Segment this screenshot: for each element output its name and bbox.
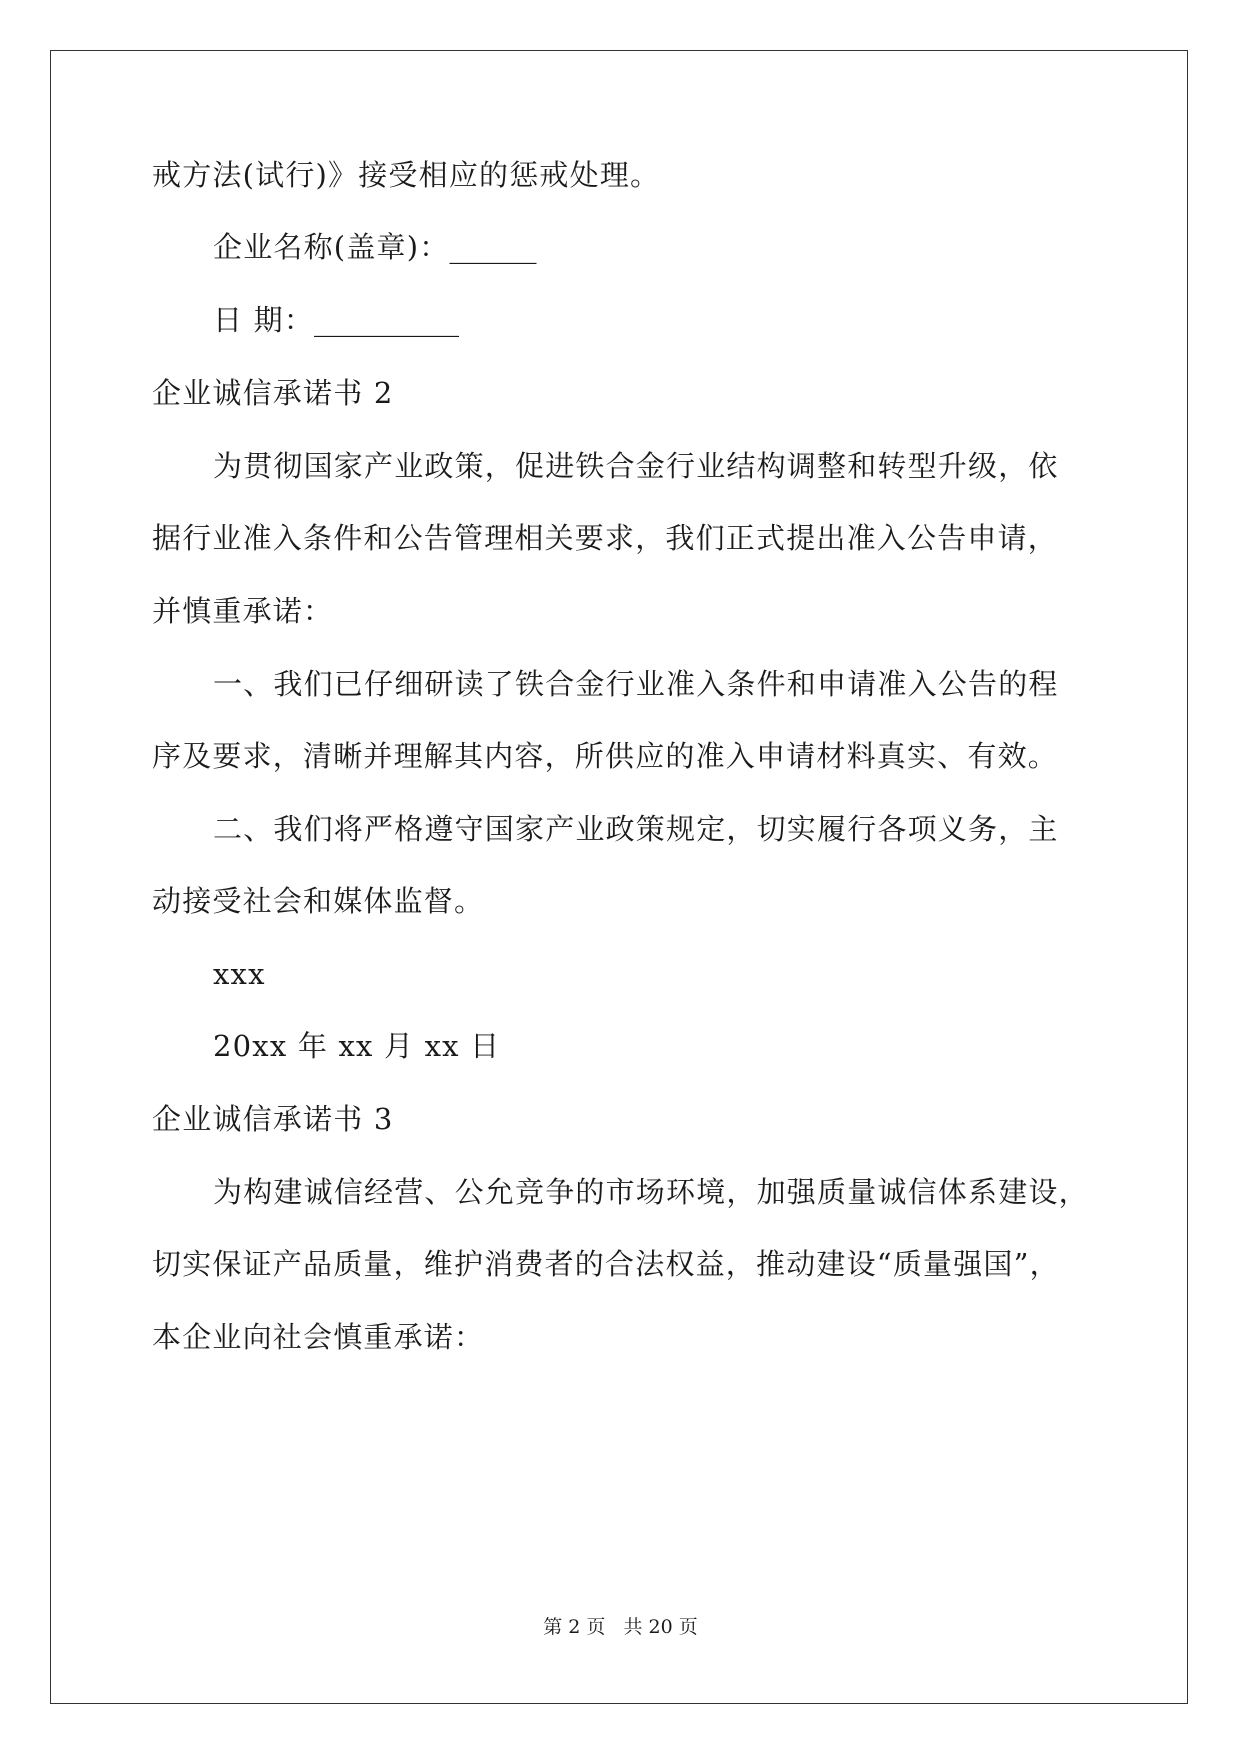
- paragraph-line: 一、我们已仔细研读了铁合金行业准入条件和申请准入公告的程: [213, 667, 1059, 701]
- company-name-label: 企业名称(盖章)：: [213, 230, 450, 264]
- company-name-field: [213, 229, 536, 265]
- paragraph-line: 为构建诚信经营、公允竞争的市场环境，加强质量诚信体系建设，: [213, 1175, 1089, 1209]
- date-blank: __________: [314, 303, 460, 337]
- signature-name: xxx: [213, 957, 266, 991]
- paragraph-line: 切实保证产品质量，维护消费者的合法权益，推动建设“质量强国”，: [152, 1247, 1060, 1281]
- paragraph-line: 据行业准入条件和公告管理相关要求，我们正式提出准入公告申请，: [152, 521, 1059, 555]
- paragraph-line: 二、我们将严格遵守国家产业政策规定，切实履行各项义务，主: [213, 812, 1059, 846]
- signature-date: 20xx 年 xx 月 xx 日: [213, 1029, 501, 1063]
- paragraph-line: 戒方法(试行)》接受相应的惩戒处理。: [152, 158, 661, 192]
- date-label: 日 期：: [213, 303, 315, 337]
- paragraph-line: 本企业向社会慎重承诺：: [152, 1320, 485, 1354]
- date-field: [213, 302, 459, 338]
- company-name-blank: ______: [449, 230, 537, 264]
- section-heading: 企业诚信承诺书 2: [152, 376, 394, 410]
- page-border: [50, 50, 1188, 1704]
- paragraph-line: 动接受社会和媒体监督。: [152, 884, 485, 918]
- paragraph-line: 并慎重承诺：: [152, 594, 334, 628]
- paragraph-line: 序及要求，清晰并理解其内容，所供应的准入申请材料真实、有效。: [152, 739, 1059, 773]
- page-number: 第 2 页: [543, 1616, 606, 1638]
- section-heading: 企业诚信承诺书 3: [152, 1102, 394, 1136]
- page-total: 共 20 页: [623, 1616, 698, 1638]
- page-footer: [0, 1615, 1241, 1639]
- paragraph-line: 为贯彻国家产业政策，促进铁合金行业结构调整和转型升级，依: [213, 449, 1059, 483]
